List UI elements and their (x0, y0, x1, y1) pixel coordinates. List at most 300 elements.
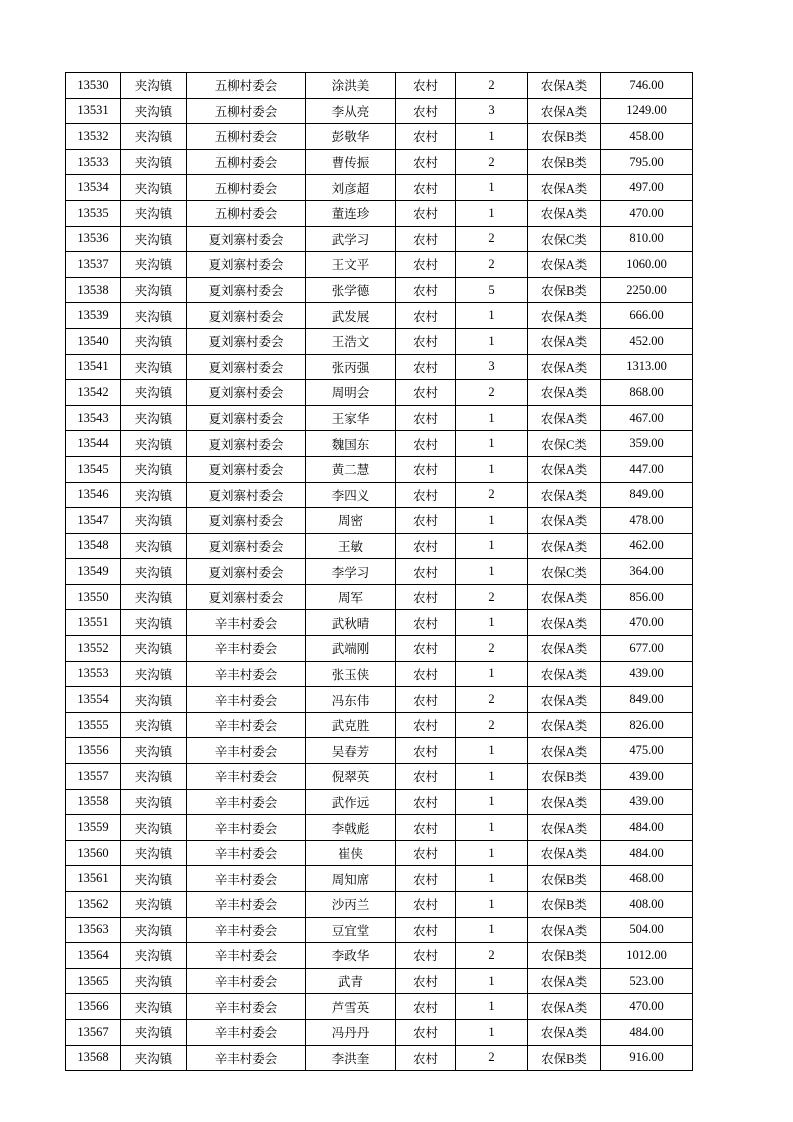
cell-residence_type: 农村 (396, 175, 456, 201)
cell-count: 1 (456, 815, 528, 841)
cell-person_name: 李学习 (306, 559, 396, 585)
cell-amount: 364.00 (601, 559, 693, 585)
cell-town: 夹沟镇 (121, 738, 187, 764)
cell-village_committee: 辛丰村委会 (187, 815, 306, 841)
cell-count: 1 (456, 559, 528, 585)
cell-person_name: 李洪奎 (306, 1045, 396, 1071)
cell-person_name: 李政华 (306, 943, 396, 969)
cell-residence_type: 农村 (396, 252, 456, 278)
cell-insurance_category: 农保A类 (528, 815, 601, 841)
cell-amount: 868.00 (601, 380, 693, 406)
cell-village_committee: 辛丰村委会 (187, 840, 306, 866)
cell-person_name: 董连珍 (306, 200, 396, 226)
cell-count: 1 (456, 328, 528, 354)
cell-town: 夹沟镇 (121, 124, 187, 150)
cell-id: 13566 (66, 994, 121, 1020)
cell-amount: 462.00 (601, 533, 693, 559)
cell-town: 夹沟镇 (121, 405, 187, 431)
table-row (66, 508, 693, 534)
table-row (66, 1045, 693, 1071)
cell-village_committee: 五柳村委会 (187, 124, 306, 150)
cell-residence_type: 农村 (396, 789, 456, 815)
cell-count: 2 (456, 252, 528, 278)
cell-id: 13531 (66, 98, 121, 124)
cell-amount: 1060.00 (601, 252, 693, 278)
cell-town: 夹沟镇 (121, 533, 187, 559)
table-row (66, 917, 693, 943)
cell-town: 夹沟镇 (121, 892, 187, 918)
cell-village_committee: 夏刘寨村委会 (187, 584, 306, 610)
cell-id: 13555 (66, 712, 121, 738)
cell-insurance_category: 农保A类 (528, 917, 601, 943)
cell-residence_type: 农村 (396, 508, 456, 534)
cell-residence_type: 农村 (396, 1019, 456, 1045)
cell-amount: 447.00 (601, 456, 693, 482)
cell-village_committee: 夏刘寨村委会 (187, 328, 306, 354)
cell-village_committee: 夏刘寨村委会 (187, 380, 306, 406)
cell-village_committee: 辛丰村委会 (187, 687, 306, 713)
cell-town: 夹沟镇 (121, 252, 187, 278)
cell-person_name: 沙丙兰 (306, 892, 396, 918)
cell-id: 13534 (66, 175, 121, 201)
cell-insurance_category: 农保B类 (528, 892, 601, 918)
cell-insurance_category: 农保A类 (528, 98, 601, 124)
cell-count: 1 (456, 533, 528, 559)
table-row (66, 252, 693, 278)
cell-town: 夹沟镇 (121, 943, 187, 969)
cell-person_name: 李四义 (306, 482, 396, 508)
table-row (66, 431, 693, 457)
cell-amount: 468.00 (601, 866, 693, 892)
cell-village_committee: 辛丰村委会 (187, 661, 306, 687)
cell-count: 2 (456, 380, 528, 406)
table-body (66, 73, 693, 1071)
cell-count: 3 (456, 98, 528, 124)
cell-residence_type: 农村 (396, 533, 456, 559)
cell-insurance_category: 农保A类 (528, 328, 601, 354)
cell-count: 2 (456, 943, 528, 969)
cell-person_name: 王浩文 (306, 328, 396, 354)
cell-residence_type: 农村 (396, 994, 456, 1020)
cell-count: 1 (456, 968, 528, 994)
cell-residence_type: 农村 (396, 431, 456, 457)
cell-id: 13554 (66, 687, 121, 713)
cell-town: 夹沟镇 (121, 380, 187, 406)
cell-id: 13549 (66, 559, 121, 585)
cell-id: 13561 (66, 866, 121, 892)
cell-person_name: 王文平 (306, 252, 396, 278)
cell-count: 1 (456, 124, 528, 150)
cell-residence_type: 农村 (396, 124, 456, 150)
cell-id: 13567 (66, 1019, 121, 1045)
table-row (66, 98, 693, 124)
cell-person_name: 涂洪美 (306, 73, 396, 99)
cell-village_committee: 夏刘寨村委会 (187, 431, 306, 457)
cell-village_committee: 夏刘寨村委会 (187, 405, 306, 431)
cell-insurance_category: 农保A类 (528, 482, 601, 508)
cell-amount: 408.00 (601, 892, 693, 918)
cell-amount: 470.00 (601, 994, 693, 1020)
cell-person_name: 崔侠 (306, 840, 396, 866)
cell-village_committee: 夏刘寨村委会 (187, 533, 306, 559)
cell-person_name: 李从亮 (306, 98, 396, 124)
table-row (66, 277, 693, 303)
cell-amount: 856.00 (601, 584, 693, 610)
cell-person_name: 冯丹丹 (306, 1019, 396, 1045)
cell-residence_type: 农村 (396, 98, 456, 124)
cell-village_committee: 辛丰村委会 (187, 738, 306, 764)
cell-insurance_category: 农保A类 (528, 303, 601, 329)
cell-insurance_category: 农保B类 (528, 943, 601, 969)
cell-town: 夹沟镇 (121, 968, 187, 994)
cell-count: 5 (456, 277, 528, 303)
cell-village_committee: 辛丰村委会 (187, 994, 306, 1020)
cell-amount: 470.00 (601, 610, 693, 636)
cell-village_committee: 辛丰村委会 (187, 636, 306, 662)
cell-person_name: 李戟彪 (306, 815, 396, 841)
cell-count: 1 (456, 303, 528, 329)
cell-village_committee: 夏刘寨村委会 (187, 559, 306, 585)
cell-person_name: 黄二慧 (306, 456, 396, 482)
cell-amount: 439.00 (601, 661, 693, 687)
cell-residence_type: 农村 (396, 149, 456, 175)
cell-insurance_category: 农保A类 (528, 584, 601, 610)
cell-count: 1 (456, 200, 528, 226)
cell-amount: 467.00 (601, 405, 693, 431)
cell-residence_type: 农村 (396, 405, 456, 431)
cell-amount: 1249.00 (601, 98, 693, 124)
cell-village_committee: 辛丰村委会 (187, 892, 306, 918)
cell-town: 夹沟镇 (121, 840, 187, 866)
cell-person_name: 刘彦超 (306, 175, 396, 201)
cell-insurance_category: 农保A类 (528, 533, 601, 559)
cell-town: 夹沟镇 (121, 610, 187, 636)
cell-village_committee: 夏刘寨村委会 (187, 277, 306, 303)
cell-insurance_category: 农保A类 (528, 1019, 601, 1045)
cell-residence_type: 农村 (396, 200, 456, 226)
cell-residence_type: 农村 (396, 559, 456, 585)
cell-amount: 677.00 (601, 636, 693, 662)
cell-village_committee: 辛丰村委会 (187, 1045, 306, 1071)
cell-amount: 916.00 (601, 1045, 693, 1071)
cell-id: 13568 (66, 1045, 121, 1071)
cell-town: 夹沟镇 (121, 354, 187, 380)
cell-count: 1 (456, 764, 528, 790)
cell-insurance_category: 农保A类 (528, 354, 601, 380)
cell-town: 夹沟镇 (121, 200, 187, 226)
cell-amount: 452.00 (601, 328, 693, 354)
cell-village_committee: 五柳村委会 (187, 98, 306, 124)
cell-count: 1 (456, 866, 528, 892)
cell-village_committee: 五柳村委会 (187, 175, 306, 201)
cell-id: 13551 (66, 610, 121, 636)
cell-village_committee: 夏刘寨村委会 (187, 508, 306, 534)
table-row (66, 738, 693, 764)
cell-count: 1 (456, 431, 528, 457)
cell-person_name: 周密 (306, 508, 396, 534)
cell-residence_type: 农村 (396, 482, 456, 508)
cell-person_name: 武秋晴 (306, 610, 396, 636)
cell-amount: 849.00 (601, 482, 693, 508)
cell-person_name: 张玉侠 (306, 661, 396, 687)
cell-person_name: 武克胜 (306, 712, 396, 738)
cell-residence_type: 农村 (396, 610, 456, 636)
cell-person_name: 武学习 (306, 226, 396, 252)
cell-residence_type: 农村 (396, 917, 456, 943)
table-row (66, 200, 693, 226)
cell-amount: 504.00 (601, 917, 693, 943)
cell-town: 夹沟镇 (121, 1019, 187, 1045)
cell-count: 1 (456, 738, 528, 764)
cell-residence_type: 农村 (396, 380, 456, 406)
cell-person_name: 魏国东 (306, 431, 396, 457)
cell-id: 13539 (66, 303, 121, 329)
cell-id: 13550 (66, 584, 121, 610)
table-row (66, 712, 693, 738)
cell-town: 夹沟镇 (121, 328, 187, 354)
cell-count: 2 (456, 584, 528, 610)
cell-person_name: 张丙强 (306, 354, 396, 380)
cell-town: 夹沟镇 (121, 917, 187, 943)
cell-id: 13557 (66, 764, 121, 790)
table-row (66, 533, 693, 559)
cell-insurance_category: 农保B类 (528, 866, 601, 892)
cell-id: 13562 (66, 892, 121, 918)
cell-town: 夹沟镇 (121, 994, 187, 1020)
cell-insurance_category: 农保A类 (528, 840, 601, 866)
cell-count: 1 (456, 1019, 528, 1045)
cell-amount: 1313.00 (601, 354, 693, 380)
cell-residence_type: 农村 (396, 866, 456, 892)
table-row (66, 892, 693, 918)
cell-residence_type: 农村 (396, 712, 456, 738)
cell-town: 夹沟镇 (121, 73, 187, 99)
cell-village_committee: 辛丰村委会 (187, 866, 306, 892)
cell-person_name: 武青 (306, 968, 396, 994)
cell-residence_type: 农村 (396, 815, 456, 841)
cell-id: 13543 (66, 405, 121, 431)
cell-residence_type: 农村 (396, 636, 456, 662)
table-row (66, 1019, 693, 1045)
cell-id: 13552 (66, 636, 121, 662)
cell-count: 3 (456, 354, 528, 380)
cell-insurance_category: 农保C类 (528, 226, 601, 252)
cell-amount: 849.00 (601, 687, 693, 713)
cell-amount: 484.00 (601, 840, 693, 866)
cell-residence_type: 农村 (396, 73, 456, 99)
cell-village_committee: 夏刘寨村委会 (187, 354, 306, 380)
cell-town: 夹沟镇 (121, 175, 187, 201)
table-row (66, 175, 693, 201)
cell-id: 13530 (66, 73, 121, 99)
table-row (66, 328, 693, 354)
cell-insurance_category: 农保A类 (528, 175, 601, 201)
cell-amount: 497.00 (601, 175, 693, 201)
cell-residence_type: 农村 (396, 943, 456, 969)
cell-village_committee: 五柳村委会 (187, 149, 306, 175)
cell-town: 夹沟镇 (121, 226, 187, 252)
cell-id: 13535 (66, 200, 121, 226)
cell-town: 夹沟镇 (121, 431, 187, 457)
cell-town: 夹沟镇 (121, 687, 187, 713)
cell-count: 2 (456, 482, 528, 508)
cell-person_name: 武发展 (306, 303, 396, 329)
cell-id: 13536 (66, 226, 121, 252)
cell-town: 夹沟镇 (121, 764, 187, 790)
cell-amount: 2250.00 (601, 277, 693, 303)
cell-village_committee: 辛丰村委会 (187, 789, 306, 815)
cell-town: 夹沟镇 (121, 789, 187, 815)
cell-id: 13558 (66, 789, 121, 815)
cell-id: 13540 (66, 328, 121, 354)
cell-town: 夹沟镇 (121, 636, 187, 662)
cell-id: 13553 (66, 661, 121, 687)
cell-id: 13537 (66, 252, 121, 278)
cell-town: 夹沟镇 (121, 482, 187, 508)
cell-person_name: 周知席 (306, 866, 396, 892)
table-row (66, 866, 693, 892)
cell-count: 2 (456, 73, 528, 99)
cell-id: 13560 (66, 840, 121, 866)
table-row (66, 73, 693, 99)
beneficiary-table (65, 72, 693, 1071)
cell-count: 1 (456, 456, 528, 482)
cell-count: 1 (456, 892, 528, 918)
cell-amount: 523.00 (601, 968, 693, 994)
table-row (66, 584, 693, 610)
cell-town: 夹沟镇 (121, 456, 187, 482)
table-row (66, 380, 693, 406)
cell-count: 1 (456, 661, 528, 687)
cell-town: 夹沟镇 (121, 1045, 187, 1071)
cell-residence_type: 农村 (396, 328, 456, 354)
table-row (66, 687, 693, 713)
cell-count: 2 (456, 687, 528, 713)
cell-insurance_category: 农保A类 (528, 456, 601, 482)
cell-town: 夹沟镇 (121, 584, 187, 610)
cell-insurance_category: 农保A类 (528, 994, 601, 1020)
table-row (66, 789, 693, 815)
cell-person_name: 张学德 (306, 277, 396, 303)
cell-person_name: 芦雪英 (306, 994, 396, 1020)
cell-person_name: 周军 (306, 584, 396, 610)
cell-count: 2 (456, 636, 528, 662)
table-row (66, 994, 693, 1020)
cell-count: 2 (456, 712, 528, 738)
cell-person_name: 武端刚 (306, 636, 396, 662)
cell-id: 13532 (66, 124, 121, 150)
table-row (66, 968, 693, 994)
cell-person_name: 周明会 (306, 380, 396, 406)
cell-amount: 475.00 (601, 738, 693, 764)
cell-insurance_category: 农保B类 (528, 149, 601, 175)
cell-residence_type: 农村 (396, 738, 456, 764)
cell-count: 1 (456, 840, 528, 866)
cell-insurance_category: 农保A类 (528, 73, 601, 99)
cell-town: 夹沟镇 (121, 661, 187, 687)
cell-person_name: 王敏 (306, 533, 396, 559)
cell-person_name: 彭敬华 (306, 124, 396, 150)
cell-residence_type: 农村 (396, 687, 456, 713)
cell-village_committee: 夏刘寨村委会 (187, 252, 306, 278)
cell-person_name: 曹传振 (306, 149, 396, 175)
cell-count: 1 (456, 175, 528, 201)
cell-id: 13538 (66, 277, 121, 303)
cell-count: 2 (456, 1045, 528, 1071)
cell-town: 夹沟镇 (121, 98, 187, 124)
cell-town: 夹沟镇 (121, 712, 187, 738)
cell-id: 13541 (66, 354, 121, 380)
cell-residence_type: 农村 (396, 764, 456, 790)
cell-residence_type: 农村 (396, 354, 456, 380)
table-row (66, 482, 693, 508)
cell-residence_type: 农村 (396, 303, 456, 329)
cell-amount: 795.00 (601, 149, 693, 175)
table-row (66, 559, 693, 585)
cell-person_name: 吴春芳 (306, 738, 396, 764)
cell-amount: 810.00 (601, 226, 693, 252)
table-row (66, 303, 693, 329)
cell-insurance_category: 农保A类 (528, 687, 601, 713)
cell-amount: 458.00 (601, 124, 693, 150)
cell-amount: 484.00 (601, 1019, 693, 1045)
cell-insurance_category: 农保A类 (528, 610, 601, 636)
cell-amount: 1012.00 (601, 943, 693, 969)
cell-town: 夹沟镇 (121, 559, 187, 585)
cell-id: 13544 (66, 431, 121, 457)
cell-residence_type: 农村 (396, 277, 456, 303)
cell-insurance_category: 农保A类 (528, 200, 601, 226)
cell-residence_type: 农村 (396, 892, 456, 918)
cell-amount: 826.00 (601, 712, 693, 738)
table-row (66, 764, 693, 790)
cell-count: 1 (456, 917, 528, 943)
cell-count: 1 (456, 405, 528, 431)
cell-village_committee: 夏刘寨村委会 (187, 456, 306, 482)
cell-insurance_category: 农保A类 (528, 508, 601, 534)
cell-id: 13556 (66, 738, 121, 764)
table-row (66, 661, 693, 687)
cell-id: 13563 (66, 917, 121, 943)
cell-id: 13564 (66, 943, 121, 969)
cell-amount: 439.00 (601, 764, 693, 790)
cell-residence_type: 农村 (396, 584, 456, 610)
cell-amount: 470.00 (601, 200, 693, 226)
cell-amount: 478.00 (601, 508, 693, 534)
cell-town: 夹沟镇 (121, 815, 187, 841)
cell-village_committee: 五柳村委会 (187, 200, 306, 226)
cell-insurance_category: 农保A类 (528, 738, 601, 764)
cell-amount: 439.00 (601, 789, 693, 815)
table-row (66, 840, 693, 866)
cell-village_committee: 夏刘寨村委会 (187, 303, 306, 329)
cell-village_committee: 辛丰村委会 (187, 917, 306, 943)
cell-amount: 359.00 (601, 431, 693, 457)
table-row (66, 226, 693, 252)
cell-id: 13545 (66, 456, 121, 482)
cell-person_name: 豆宜堂 (306, 917, 396, 943)
cell-residence_type: 农村 (396, 226, 456, 252)
cell-count: 1 (456, 610, 528, 636)
cell-residence_type: 农村 (396, 840, 456, 866)
cell-residence_type: 农村 (396, 661, 456, 687)
cell-town: 夹沟镇 (121, 277, 187, 303)
cell-insurance_category: 农保B类 (528, 764, 601, 790)
cell-count: 2 (456, 226, 528, 252)
cell-insurance_category: 农保B类 (528, 1045, 601, 1071)
cell-amount: 484.00 (601, 815, 693, 841)
cell-town: 夹沟镇 (121, 866, 187, 892)
